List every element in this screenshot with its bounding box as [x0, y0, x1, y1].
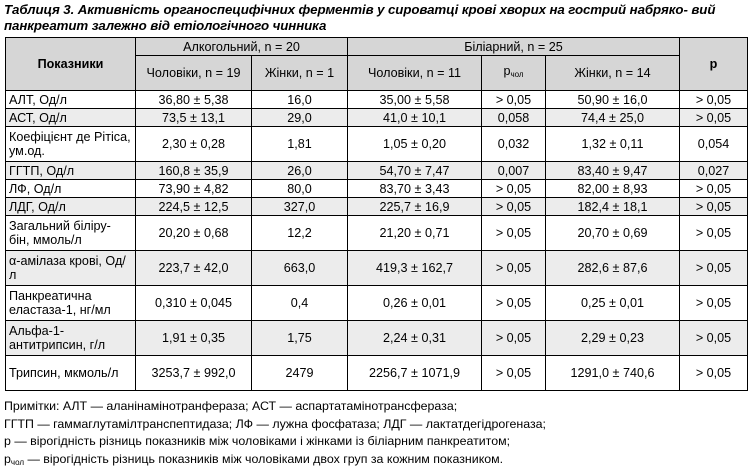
cell-bil-women: 20,70 ± 0,69 [546, 216, 680, 251]
cell-label: Загальний білiру- бін, ммоль/л [6, 216, 136, 251]
cell-bil-women: 182,4 ± 18,1 [546, 198, 680, 216]
cell-bil-women: 282,6 ± 87,6 [546, 251, 680, 286]
table-title-text: Таблиця 3. Активність органоспецифічних ферментів у сироватці крові хворих на гострий набряко- вий панкреатит залежно від етіологічного чинника [4, 2, 715, 33]
table-row [6, 251, 748, 286]
cell-bil-women: 50,90 ± 16,0 [546, 91, 680, 109]
cell-alc-men: 73,90 ± 4,82 [136, 180, 252, 198]
cell-label: АЛТ, Од/л [6, 91, 136, 109]
header-bil-women: Жінки, n = 14 [546, 56, 680, 91]
table-notes [4, 398, 749, 471]
cell-p-chol: > 0,05 [482, 321, 546, 356]
cell-p-chol: > 0,05 [482, 180, 546, 198]
cell-bil-women: 0,25 ± 0,01 [546, 286, 680, 321]
header-alc-women: Жінки, n = 1 [252, 56, 348, 91]
cell-bil-men: 35,00 ± 5,58 [348, 91, 482, 109]
cell-alc-men: 0,310 ± 0,045 [136, 286, 252, 321]
data-table [5, 37, 748, 391]
cell-bil-women: 82,00 ± 8,93 [546, 180, 680, 198]
cell-alc-women: 663,0 [252, 251, 348, 286]
cell-label: АСТ, Од/л [6, 109, 136, 127]
header-p-chol-sub: чол [510, 70, 523, 79]
note-p-chol-sub: чол [11, 458, 24, 467]
cell-bil-men: 21,20 ± 0,71 [348, 216, 482, 251]
cell-p-chol: > 0,05 [482, 91, 546, 109]
cell-bil-men: 83,70 ± 3,43 [348, 180, 482, 198]
cell-bil-women: 1,32 ± 0,11 [546, 127, 680, 162]
cell-p: > 0,05 [680, 251, 748, 286]
table-body [6, 91, 748, 391]
cell-alc-women: 29,0 [252, 109, 348, 127]
cell-bil-men: 419,3 ± 162,7 [348, 251, 482, 286]
note-line-4-text: — вірогідність різниць показників між чоловіками двох груп за кожним показником. [24, 452, 503, 466]
table-title [4, 2, 749, 34]
cell-p: > 0,05 [680, 321, 748, 356]
cell-bil-men: 1,05 ± 0,20 [348, 127, 482, 162]
cell-alc-men: 1,91 ± 0,35 [136, 321, 252, 356]
cell-bil-women: 1291,0 ± 740,6 [546, 356, 680, 391]
note-line-4 [4, 451, 749, 471]
cell-alc-women: 12,2 [252, 216, 348, 251]
cell-alc-men: 3253,7 ± 992,0 [136, 356, 252, 391]
cell-alc-men: 2,30 ± 0,28 [136, 127, 252, 162]
cell-label: Трипсин, мкмоль/л [6, 356, 136, 391]
header-p-chol-base: р [503, 64, 510, 78]
table-row [6, 180, 748, 198]
note-line-2: ГГТП — гаммаглутамілтранспептидаза; ЛФ — лужна фосфатаза; ЛДГ — лактатдегідрогеназа; [4, 416, 749, 434]
table-row [6, 216, 748, 251]
cell-alc-women: 0,4 [252, 286, 348, 321]
header-alc-men: Чоловіки, n = 19 [136, 56, 252, 91]
cell-bil-men: 2256,7 ± 1071,9 [348, 356, 482, 391]
cell-alc-men: 160,8 ± 35,9 [136, 162, 252, 180]
table-row [6, 321, 748, 356]
cell-label: Коефіцієнт де Рітіса, ум.од. [6, 127, 136, 162]
cell-p: > 0,05 [680, 356, 748, 391]
header-indicators: Показники [6, 38, 136, 91]
cell-p-chol: > 0,05 [482, 356, 546, 391]
cell-p: > 0,05 [680, 286, 748, 321]
note-line-3: р — вірогідність різниць показників між чоловіками і жінками із біліарним панкреатитом; [4, 433, 749, 451]
header-bil-men: Чоловіки, n = 11 [348, 56, 482, 91]
cell-label: ЛФ, Од/л [6, 180, 136, 198]
cell-alc-women: 80,0 [252, 180, 348, 198]
header-p-chol [482, 56, 546, 91]
cell-bil-women: 74,4 ± 25,0 [546, 109, 680, 127]
table-row [6, 286, 748, 321]
cell-bil-men: 225,7 ± 16,9 [348, 198, 482, 216]
header-group-alcohol: Алкогольний, n = 20 [136, 38, 348, 56]
cell-alc-women: 1,81 [252, 127, 348, 162]
note-p-chol-base: р [4, 452, 11, 466]
table-row [6, 91, 748, 109]
cell-alc-women: 1,75 [252, 321, 348, 356]
table-row [6, 162, 748, 180]
table-row [6, 198, 748, 216]
cell-bil-women: 83,40 ± 9,47 [546, 162, 680, 180]
cell-label: Альфа-1- антитрипсин, г/л [6, 321, 136, 356]
cell-p: 0,054 [680, 127, 748, 162]
cell-label: ГГТП, Од/л [6, 162, 136, 180]
table-row [6, 127, 748, 162]
cell-p: > 0,05 [680, 91, 748, 109]
cell-p-chol: > 0,05 [482, 216, 546, 251]
cell-p-chol: > 0,05 [482, 251, 546, 286]
cell-bil-men: 41,0 ± 10,1 [348, 109, 482, 127]
cell-alc-women: 2479 [252, 356, 348, 391]
cell-alc-men: 224,5 ± 12,5 [136, 198, 252, 216]
cell-bil-men: 2,24 ± 0,31 [348, 321, 482, 356]
table-row [6, 109, 748, 127]
note-line-1: Примітки: АЛТ — аланінамінотранфераза; АСТ — аспартатамінотрансфераза; [4, 398, 749, 416]
cell-alc-men: 36,80 ± 5,38 [136, 91, 252, 109]
cell-alc-women: 26,0 [252, 162, 348, 180]
header-p: p [680, 38, 748, 91]
cell-alc-men: 20,20 ± 0,68 [136, 216, 252, 251]
cell-p-chol: 0,058 [482, 109, 546, 127]
cell-alc-men: 73,5 ± 13,1 [136, 109, 252, 127]
cell-label: α-амілаза крові, Од/л [6, 251, 136, 286]
cell-p-chol: > 0,05 [482, 286, 546, 321]
cell-alc-women: 327,0 [252, 198, 348, 216]
cell-p: > 0,05 [680, 109, 748, 127]
cell-p: > 0,05 [680, 180, 748, 198]
cell-alc-women: 16,0 [252, 91, 348, 109]
cell-p-chol: > 0,05 [482, 198, 546, 216]
table-row [6, 356, 748, 391]
cell-p: > 0,05 [680, 198, 748, 216]
cell-bil-men: 54,70 ± 7,47 [348, 162, 482, 180]
cell-bil-men: 0,26 ± 0,01 [348, 286, 482, 321]
cell-alc-men: 223,7 ± 42,0 [136, 251, 252, 286]
cell-p: 0,027 [680, 162, 748, 180]
cell-label: Панкреатична еластаза-1, нг/мл [6, 286, 136, 321]
cell-p: > 0,05 [680, 216, 748, 251]
cell-p-chol: 0,032 [482, 127, 546, 162]
cell-bil-women: 2,29 ± 0,23 [546, 321, 680, 356]
cell-label: ЛДГ, Од/л [6, 198, 136, 216]
cell-p-chol: 0,007 [482, 162, 546, 180]
header-group-biliary: Біліарний, n = 25 [348, 38, 680, 56]
